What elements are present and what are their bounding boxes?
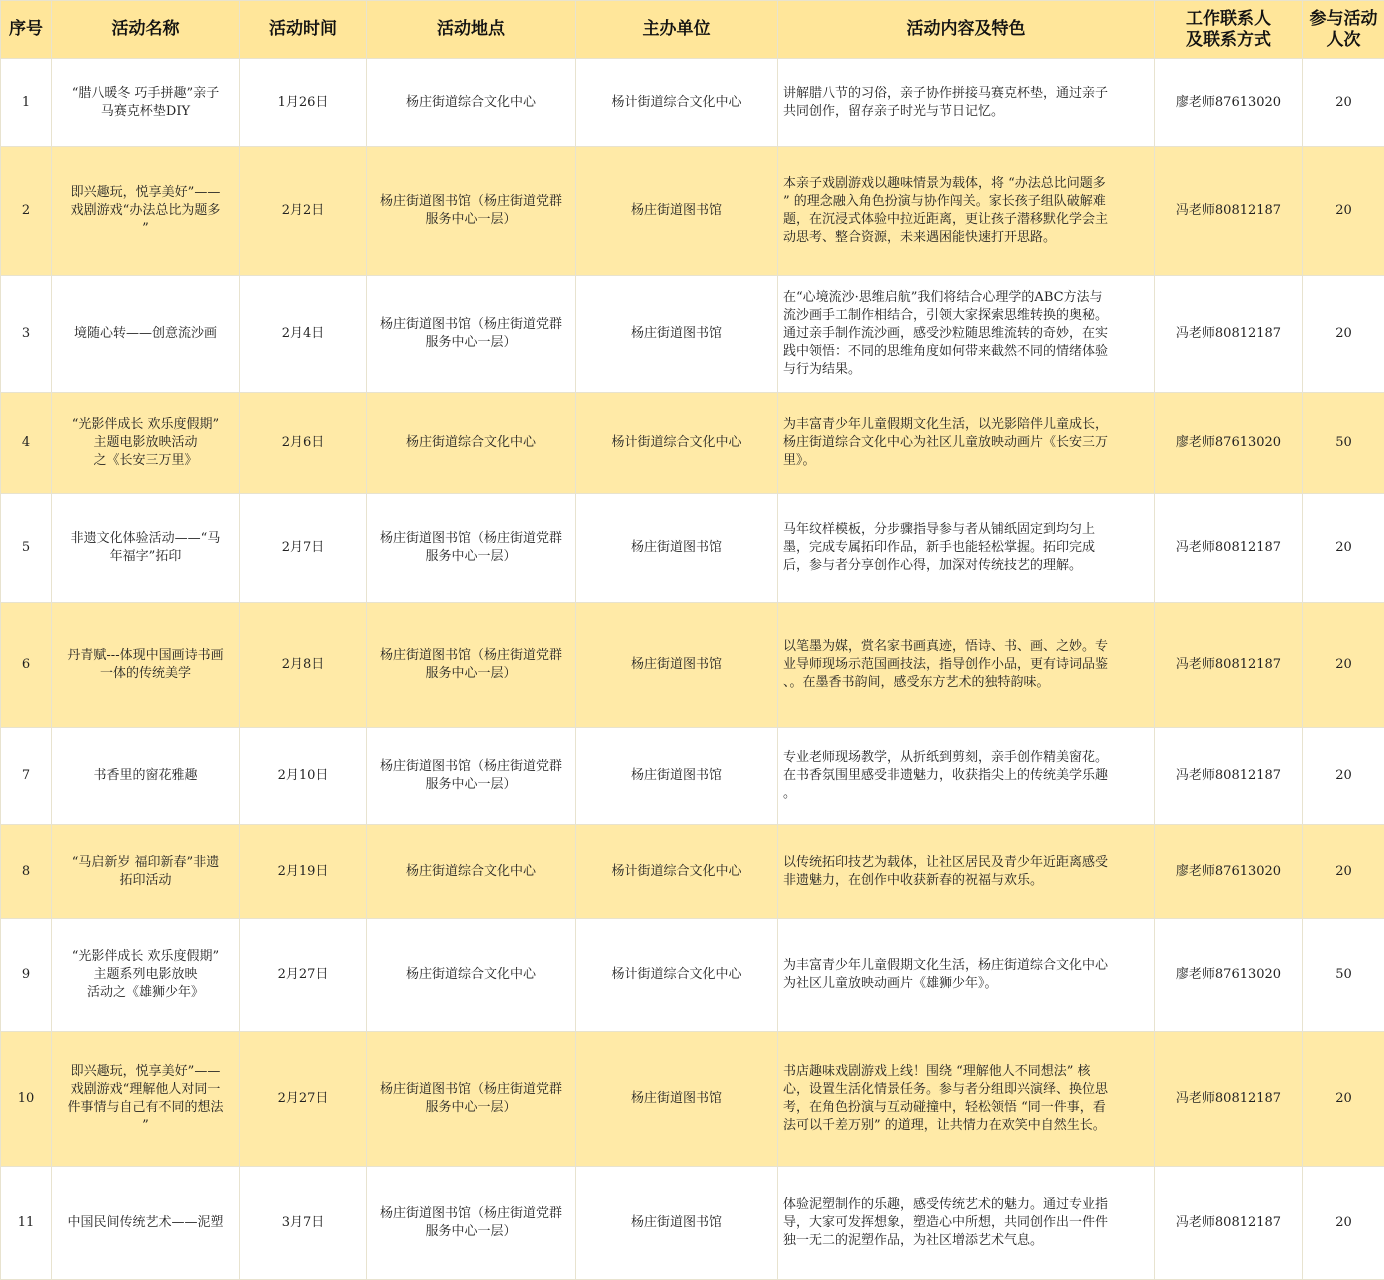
participant-count: 20 <box>1303 494 1384 603</box>
activity-content: 本亲子戏剧游戏以趣味情景为载体，将 “办法总比问题多 ” 的理念融入角色扮演与协作闯关。家长孩子组队破解难 题，在沉浸式体验中拉近距离，更让孩子潜移默化学会主 动思考、整合资源，未来遇困能快速打开思路。 <box>778 147 1155 276</box>
row-no: 10 <box>1 1032 52 1167</box>
activity-content: 为丰富青少年儿童假期文化生活，杨庄街道综合文化中心 为社区儿童放映动画片《雄狮少年》。 <box>778 919 1155 1032</box>
activity-name: 丹青赋---体现中国画诗书画 一体的传统美学 <box>52 603 240 728</box>
activity-name: 即兴趣玩，悦享美好”—— 戏剧游戏“办法总比为题多 ” <box>52 147 240 276</box>
activity-contact: 冯老师80812187 <box>1155 728 1303 825</box>
activity-venue: 杨庄街道综合文化中心 <box>367 59 576 147</box>
activity-venue: 杨庄街道综合文化中心 <box>367 825 576 919</box>
activity-venue: 杨庄街道综合文化中心 <box>367 393 576 494</box>
activity-date: 2月10日 <box>240 728 367 825</box>
activity-venue: 杨庄街道图书馆（杨庄街道党群 服务中心一层） <box>367 276 576 393</box>
header-count: 参与活动 人次 <box>1303 1 1384 59</box>
activity-contact: 廖老师87613020 <box>1155 59 1303 147</box>
activity-date: 2月19日 <box>240 825 367 919</box>
activity-venue: 杨庄街道图书馆（杨庄街道党群 服务中心一层） <box>367 728 576 825</box>
participant-count: 20 <box>1303 825 1384 919</box>
activity-contact: 廖老师87613020 <box>1155 825 1303 919</box>
activity-content: 书店趣味戏剧游戏上线！围绕 “理解他人不同想法” 核 心，设置生活化情景任务。参与者分组即兴演绎、换位思 考，在角色扮演与互动碰撞中，轻松领悟 “同一件事，看 法可以千差万别” 的道理，让共情力在欢笑中自然生长。 <box>778 1032 1155 1167</box>
activity-name: “腊八暖冬 巧手拼趣”亲子 马赛克杯垫DIY <box>52 59 240 147</box>
table-row <box>1 603 1384 728</box>
activity-content: 以传统拓印技艺为载体，让社区居民及青少年近距离感受 非遗魅力，在创作中收获新春的祝福与欢乐。 <box>778 825 1155 919</box>
activity-contact: 冯老师80812187 <box>1155 276 1303 393</box>
header-name: 活动名称 <box>52 1 240 59</box>
activity-date: 2月7日 <box>240 494 367 603</box>
participant-count: 20 <box>1303 1032 1384 1167</box>
activity-content: 讲解腊八节的习俗，亲子协作拼接马赛克杯垫，通过亲子 共同创作，留存亲子时光与节日记忆。 <box>778 59 1155 147</box>
table-row <box>1 147 1384 276</box>
activity-organizer: 杨计街道综合文化中心 <box>576 59 778 147</box>
activity-organizer: 杨庄街道图书馆 <box>576 276 778 393</box>
activity-date: 2月8日 <box>240 603 367 728</box>
activity-name: “光影伴成长 欢乐度假期” 主题系列电影放映 活动之《雄狮少年》 <box>52 919 240 1032</box>
activity-venue: 杨庄街道图书馆（杨庄街道党群 服务中心一层） <box>367 494 576 603</box>
activity-contact: 冯老师80812187 <box>1155 494 1303 603</box>
activity-date: 2月27日 <box>240 1032 367 1167</box>
activity-organizer: 杨计街道综合文化中心 <box>576 393 778 494</box>
participant-count: 20 <box>1303 728 1384 825</box>
activity-organizer: 杨庄街道图书馆 <box>576 728 778 825</box>
activity-date: 3月7日 <box>240 1167 367 1280</box>
participant-count: 20 <box>1303 276 1384 393</box>
activity-date: 1月26日 <box>240 59 367 147</box>
header-no: 序号 <box>1 1 52 59</box>
table-row <box>1 825 1384 919</box>
participant-count: 50 <box>1303 393 1384 494</box>
activity-venue: 杨庄街道图书馆（杨庄街道党群 服务中心一层） <box>367 603 576 728</box>
activity-contact: 冯老师80812187 <box>1155 603 1303 728</box>
row-no: 11 <box>1 1167 52 1280</box>
activity-content: 体验泥塑制作的乐趣，感受传统艺术的魅力。通过专业指 导，大家可发挥想象，塑造心中所想，共同创作出一件件 独一无二的泥塑作品，为社区增添艺术气息。 <box>778 1167 1155 1280</box>
activity-name: 即兴趣玩，悦享美好”—— 戏剧游戏“理解他人对同一 件事情与自己有不同的想法 ” <box>52 1032 240 1167</box>
activity-venue: 杨庄街道图书馆（杨庄街道党群 服务中心一层） <box>367 1167 576 1280</box>
header-contact: 工作联系人 及联系方式 <box>1155 1 1303 59</box>
activity-date: 2月4日 <box>240 276 367 393</box>
header-row <box>1 1 1384 59</box>
table-row <box>1 393 1384 494</box>
table-row <box>1 276 1384 393</box>
participant-count: 20 <box>1303 1167 1384 1280</box>
participant-count: 20 <box>1303 59 1384 147</box>
header-organizer: 主办单位 <box>576 1 778 59</box>
activity-name: “光影伴成长 欢乐度假期” 主题电影放映活动 之《长安三万里》 <box>52 393 240 494</box>
table-row <box>1 494 1384 603</box>
activity-organizer: 杨计街道综合文化中心 <box>576 825 778 919</box>
row-no: 8 <box>1 825 52 919</box>
row-no: 5 <box>1 494 52 603</box>
participant-count: 20 <box>1303 147 1384 276</box>
participant-count: 20 <box>1303 603 1384 728</box>
row-no: 6 <box>1 603 52 728</box>
activity-date: 2月27日 <box>240 919 367 1032</box>
table-row <box>1 59 1384 147</box>
activity-organizer: 杨庄街道图书馆 <box>576 603 778 728</box>
activity-venue: 杨庄街道图书馆（杨庄街道党群 服务中心一层） <box>367 1032 576 1167</box>
table-row <box>1 1167 1384 1280</box>
activity-name: 境随心转——创意流沙画 <box>52 276 240 393</box>
header-venue: 活动地点 <box>367 1 576 59</box>
activity-contact: 廖老师87613020 <box>1155 393 1303 494</box>
activity-content: 专业老师现场教学，从折纸到剪刻，亲手创作精美窗花。 在书香氛围里感受非遗魅力，收获指尖上的传统美学乐趣 。 <box>778 728 1155 825</box>
activity-name: 中国民间传统艺术——泥塑 <box>52 1167 240 1280</box>
header-date: 活动时间 <box>240 1 367 59</box>
activity-date: 2月6日 <box>240 393 367 494</box>
table-row <box>1 728 1384 825</box>
header-content: 活动内容及特色 <box>778 1 1155 59</box>
activity-contact: 廖老师87613020 <box>1155 919 1303 1032</box>
activity-name: 非遗文化体验活动——“马 年福字”拓印 <box>52 494 240 603</box>
activity-content: 以笔墨为媒，赏名家书画真迹，悟诗、书、画、之妙。专 业导师现场示范国画技法，指导创作小品，更有诗词品鉴 、。在墨香书韵间，感受东方艺术的独特韵味。 <box>778 603 1155 728</box>
row-no: 4 <box>1 393 52 494</box>
activity-content: 马年纹样模板，分步骤指导参与者从铺纸固定到均匀上 墨，完成专属拓印作品，新手也能轻松掌握。拓印完成 后，参与者分享创作心得，加深对传统技艺的理解。 <box>778 494 1155 603</box>
activity-organizer: 杨庄街道图书馆 <box>576 1167 778 1280</box>
activity-date: 2月2日 <box>240 147 367 276</box>
activity-organizer: 杨庄街道图书馆 <box>576 147 778 276</box>
activity-content: 为丰富青少年儿童假期文化生活，以光影陪伴儿童成长， 杨庄街道综合文化中心为社区儿童放映动画片《长安三万 里》。 <box>778 393 1155 494</box>
activity-organizer: 杨庄街道图书馆 <box>576 1032 778 1167</box>
row-no: 7 <box>1 728 52 825</box>
activity-name: 书香里的窗花雅趣 <box>52 728 240 825</box>
activity-venue: 杨庄街道综合文化中心 <box>367 919 576 1032</box>
activity-venue: 杨庄街道图书馆（杨庄街道党群 服务中心一层） <box>367 147 576 276</box>
row-no: 2 <box>1 147 52 276</box>
activity-organizer: 杨计街道综合文化中心 <box>576 919 778 1032</box>
activity-name: “马启新岁 福印新春”非遗 拓印活动 <box>52 825 240 919</box>
activity-contact: 冯老师80812187 <box>1155 147 1303 276</box>
row-no: 3 <box>1 276 52 393</box>
row-no: 1 <box>1 59 52 147</box>
activity-organizer: 杨庄街道图书馆 <box>576 494 778 603</box>
activity-contact: 冯老师80812187 <box>1155 1167 1303 1280</box>
row-no: 9 <box>1 919 52 1032</box>
activity-content: 在“心境流沙·思维启航”我们将结合心理学的ABC方法与 流沙画手工制作相结合，引领大家探索思维转换的奥秘。 通过亲手制作流沙画，感受沙粒随思维流转的奇妙，在实 践中领悟：不同的思维角度如何带来截然不同的情绪体验 与行为结果。 <box>778 276 1155 393</box>
table-row <box>1 1032 1384 1167</box>
activity-contact: 冯老师80812187 <box>1155 1032 1303 1167</box>
participant-count: 50 <box>1303 919 1384 1032</box>
table-row <box>1 919 1384 1032</box>
